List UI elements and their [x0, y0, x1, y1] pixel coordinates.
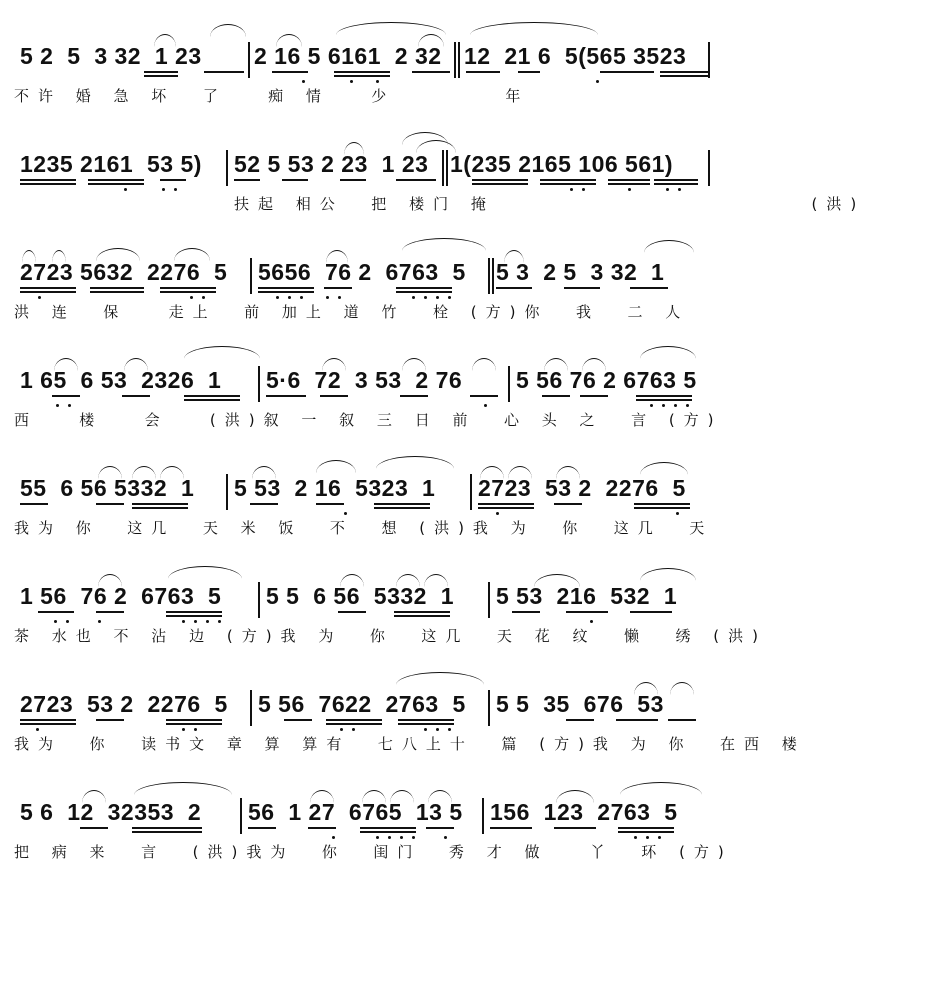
lyrics-line: 洪 连 保 走上 前 加上 道 竹 栓 (方)你 我 二 人 — [14, 303, 690, 321]
score-system-5 — [14, 474, 712, 574]
measure: 1(235 2165 106 561) — [450, 151, 674, 177]
barline — [508, 366, 510, 402]
lyrics-line: 扶起 相公 把 楼门 掩 (洪) — [234, 195, 866, 213]
score-system-1 — [14, 42, 712, 142]
barline — [226, 150, 228, 186]
measure: 5 53 2 16 5323 1 — [234, 475, 436, 501]
measure: 2723 5632 2276 5 — [20, 259, 228, 285]
barline — [442, 150, 444, 186]
barline — [488, 690, 490, 726]
barline — [470, 474, 472, 510]
measure: 5 53 216 532 1 — [496, 583, 678, 609]
barline — [258, 582, 260, 618]
lyrics-line: 茶 水也 不 沾 边 (方)我 为 你 这几 天 花 纹 懒 绣 (洪) — [14, 627, 768, 645]
barline — [258, 366, 260, 402]
measure: 5 2 5 3 32 1 23 — [20, 43, 202, 69]
measure: 2723 53 2 2276 5 — [478, 475, 686, 501]
measure: 2 16 5 6161 2 32 — [254, 43, 442, 69]
measure: 1 56 76 2 6763 5 — [20, 583, 222, 609]
measure: 5 5 35 676 53 — [496, 691, 664, 717]
score-system-8 — [14, 798, 733, 898]
barline — [250, 258, 252, 294]
barline — [250, 690, 252, 726]
measure: 5 56 76 2 6763 5 — [516, 367, 697, 393]
barline — [248, 42, 250, 78]
score-system-3 — [14, 258, 712, 358]
barline — [226, 474, 228, 510]
barline — [488, 582, 490, 618]
measure: 5 3 2 5 3 32 1 — [496, 259, 665, 285]
barline — [708, 150, 710, 186]
measure: 5656 76 2 6763 5 — [258, 259, 466, 285]
measure: 52 5 53 2 23 1 23 — [234, 151, 429, 177]
measure: 55 6 56 5332 1 — [20, 475, 195, 501]
measure: 1 65 6 53 2326 1 — [20, 367, 222, 393]
barline — [454, 42, 456, 78]
lyrics-line: 把 病 来 言 (洪)我为 你 闺门 秀 才 做 丫 环 (方) — [14, 843, 733, 861]
lyrics-line: 我为 你 这几 天 米 饭 不 想 (洪)我 为 你 这几 天 — [14, 519, 714, 537]
measure: 12 21 6 5(565 3523 — [464, 43, 687, 69]
lyrics-line: 我为 你 读书文 章 算 算有 七八上十 篇 (方)我 为 你 在西 楼 — [14, 735, 806, 753]
measure: 156 123 2763 5 — [490, 799, 678, 825]
measure: 5 6 12 32353 2 — [20, 799, 202, 825]
measure: 5 56 7622 2763 5 — [258, 691, 466, 717]
lyrics-line: 不许 婚 急 坏 了 痴 情 少 年 — [14, 87, 530, 105]
score-system-2 — [14, 150, 866, 250]
lyrics-line: 西 楼 会 (洪)叙 一 叙 三 日 前 心 头 之 言 (方) — [14, 411, 723, 429]
barline — [488, 258, 490, 294]
barline — [482, 798, 484, 834]
barline — [708, 42, 710, 78]
measure: 2723 53 2 2276 5 — [20, 691, 228, 717]
measure: 5·6 72 3 53 2 76 — [266, 367, 463, 393]
score-system-7 — [14, 690, 806, 790]
barline — [240, 798, 242, 834]
measure: 1235 2161 53 5) — [20, 151, 202, 177]
measure: 5 5 6 56 5332 1 — [266, 583, 455, 609]
score-system-4 — [14, 366, 723, 466]
score-system-6 — [14, 582, 768, 682]
measure: 56 1 27 6765 13 5 — [248, 799, 463, 825]
